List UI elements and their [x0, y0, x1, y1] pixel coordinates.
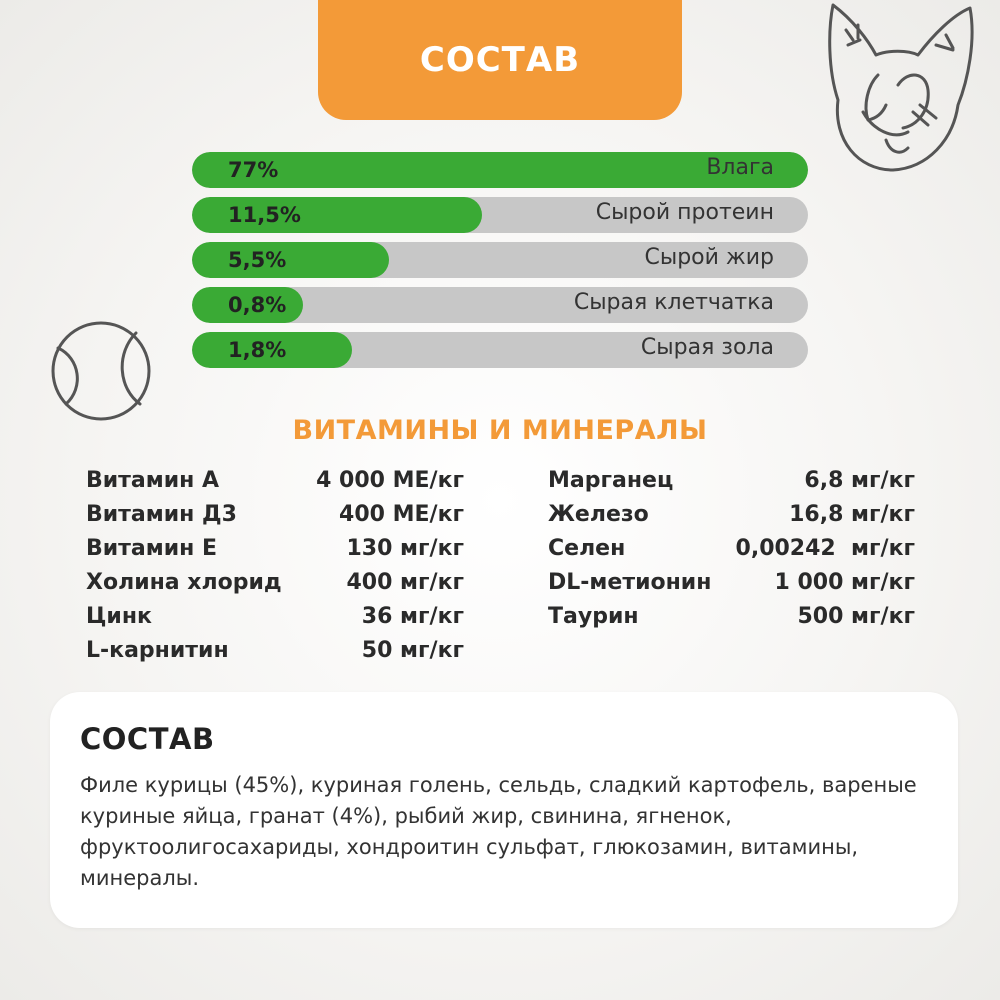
vitamin-amount: 6,8 мг/кг	[804, 468, 915, 493]
vitamin-row	[548, 566, 915, 600]
analysis-label: Влага	[706, 155, 774, 180]
analysis-bar	[192, 332, 808, 368]
vitamin-amount: 0,00242 мг/кг	[735, 536, 915, 561]
vitamin-amount: 50 мг/кг	[361, 638, 464, 663]
analysis-label: Сырая зола	[640, 335, 774, 360]
vitamin-row	[548, 464, 915, 498]
analysis-percent: 11,5%	[228, 203, 301, 227]
vitamin-amount: 130 мг/кг	[346, 536, 464, 561]
vitamin-name: Таурин	[548, 604, 639, 629]
dog-face-icon	[808, 0, 978, 180]
analysis-bar-fill	[192, 242, 389, 278]
vitamin-name: Железо	[548, 502, 649, 527]
vitamin-amount: 500 мг/кг	[797, 604, 915, 629]
vitamin-amount: 16,8 мг/кг	[789, 502, 915, 527]
vitamins-right-column	[548, 464, 915, 634]
analysis-label: Сырой протеин	[595, 200, 774, 225]
vitamin-amount: 4 000 МЕ/кг	[316, 468, 464, 493]
analysis-percent: 1,8%	[228, 338, 287, 362]
vitamin-name: Витамин Е	[86, 536, 218, 561]
vitamin-amount: 1 000 мг/кг	[774, 570, 915, 595]
vitamin-row	[86, 464, 464, 498]
page-title: СОСТАВ	[419, 40, 581, 80]
vitamin-name: Цинк	[86, 604, 152, 629]
vitamin-name: L-карнитин	[86, 638, 229, 663]
vitamins-left-column	[86, 464, 464, 668]
vitamin-amount: 400 МЕ/кг	[339, 502, 464, 527]
vitamin-name: Витамин Д3	[86, 502, 237, 527]
analysis-bar	[192, 242, 808, 278]
analysis-bar	[192, 152, 808, 188]
analysis-percent: 5,5%	[228, 248, 287, 272]
vitamin-row	[548, 532, 915, 566]
analysis-label: Сырой жир	[644, 245, 774, 270]
vitamin-name: Холина хлорид	[86, 570, 282, 595]
analysis-percent: 77%	[228, 158, 279, 182]
vitamin-name: DL-метионин	[548, 570, 712, 595]
vitamins-title: ВИТАМИНЫ И МИНЕРАЛЫ	[292, 415, 708, 446]
vitamin-row	[86, 532, 464, 566]
vitamin-row	[86, 566, 464, 600]
composition-card	[50, 692, 958, 928]
vitamin-row	[548, 498, 915, 532]
header-tab	[318, 0, 682, 120]
analysis-label: Сырая клетчатка	[573, 290, 774, 315]
tennis-ball-icon	[48, 318, 154, 424]
analysis-percent: 0,8%	[228, 293, 287, 317]
composition-title: СОСТАВ	[80, 722, 215, 756]
vitamin-name: Селен	[548, 536, 626, 561]
vitamin-amount: 400 мг/кг	[346, 570, 464, 595]
vitamin-amount: 36 мг/кг	[361, 604, 464, 629]
composition-text: Филе курицы (45%), куриная голень, сельдь, сладкий картофель, вареные куриные яйца, гранат (4%), рыбий жир, свинина, ягненок, фруктоолигосахариды, хондроитин сульфат, глюкозамин, витамины, минералы.	[80, 773, 917, 890]
vitamin-name: Марганец	[548, 468, 674, 493]
vitamin-row	[548, 600, 915, 634]
vitamin-row	[86, 634, 464, 668]
analysis-bar	[192, 287, 808, 323]
vitamin-row	[86, 498, 464, 532]
analysis-bar	[192, 197, 808, 233]
vitamin-name: Витамин А	[86, 468, 220, 493]
analysis-bars	[192, 152, 808, 377]
vitamin-row	[86, 600, 464, 634]
